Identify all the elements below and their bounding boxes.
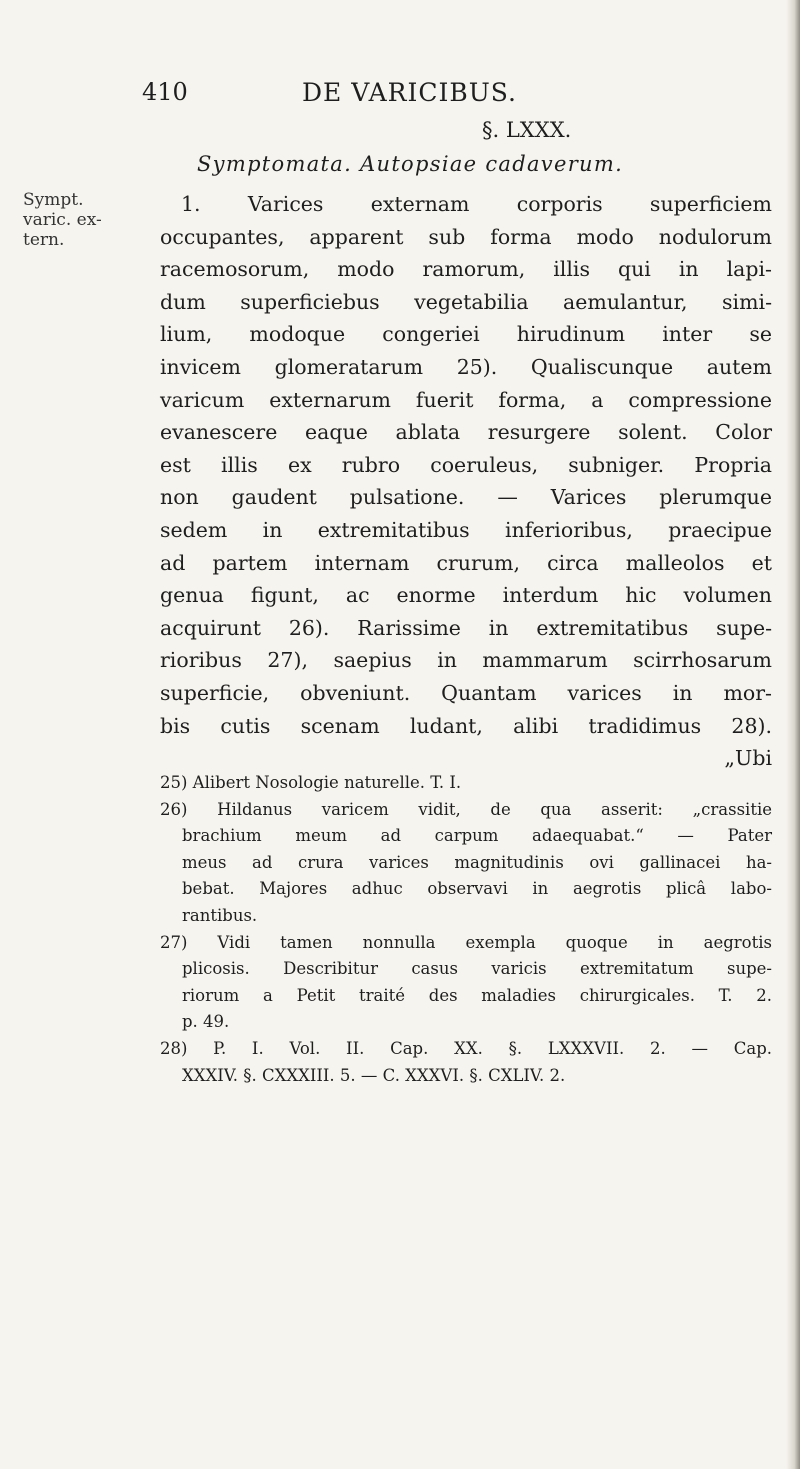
text-line: bis cutis scenam ludant, alibi tradidimus 28).: [160, 713, 772, 738]
text-line: invicem glomeratarum 25). Qualiscunque autem: [160, 354, 772, 379]
text-line: genua figunt, ac enorme interdum hic volumen: [160, 583, 772, 608]
margin-note-line: varic. ex-: [23, 210, 102, 230]
footnote-27: [160, 930, 772, 1036]
footnote-line: brachium meum ad carpum adaequabat.“ — Pater: [182, 826, 772, 846]
footnote-line: 25) Alibert Nosologie naturelle. T. I.: [160, 773, 462, 792]
footnote-line: p. 49.: [182, 1012, 230, 1032]
text-line: evanescere eaque ablata resurgere solent. Color: [160, 420, 772, 445]
footnote-line: 26) Hildanus varicem vidit, de qua asserit: „crassitie: [160, 799, 772, 819]
text-line: dum superficiebus vegetabilia aemulantur, simi-: [160, 289, 772, 314]
main-text: [160, 188, 772, 775]
text-line: non gaudent pulsatione. — Varices plerumque: [160, 485, 772, 510]
text-line: superficie, obveniunt. Quantam varices in mor-: [160, 680, 772, 705]
footnotes: [160, 770, 772, 1089]
footnote-26: [160, 797, 772, 930]
running-title: DE VARICIBUS.: [302, 78, 517, 107]
footnote-line: XXXIV. §. CXXXIII. 5. — C. XXXVI. §. CXLIV. 2.: [182, 1065, 566, 1085]
text-line: acquirunt 26). Rarissime in extremitatibus supe-: [160, 615, 772, 640]
text-line: rioribus 27), saepius in mammarum scirrhosarum: [160, 648, 772, 673]
footnote-line: rantibus.: [182, 905, 258, 925]
text-line: occupantes, apparent sub forma modo nodulorum: [160, 224, 772, 249]
footnote-line: meus ad crura varices magnitudinis ovi gallinacei ha-: [182, 852, 772, 872]
text-line: est illis ex rubro coeruleus, subniger. Propria: [160, 452, 772, 477]
text-line: 1. Varices externam corporis superficiem: [181, 192, 772, 216]
section-heading: §. LXXX.: [482, 118, 572, 142]
page-edge-shadow: [786, 0, 800, 1469]
footnote-line: 28) P. I. Vol. II. Cap. XX. §. LXXXVII. 2. — Cap.: [160, 1038, 772, 1058]
footnote-line: plicosis. Describitur casus varicis extremitatum supe-: [182, 959, 772, 979]
margin-note: [23, 190, 103, 250]
catchword: „Ubi: [724, 746, 772, 771]
section-subtitle: Symptomata. Autopsiae cadaverum.: [197, 152, 624, 176]
text-line: varicum externarum fuerit forma, a compressione: [160, 387, 772, 412]
footnote-line: bebat. Majores adhuc observavi in aegrotis plicâ labo-: [182, 879, 772, 899]
footnote-28: [160, 1036, 772, 1089]
page-header: [142, 78, 612, 112]
margin-note-line: Sympt.: [23, 190, 84, 210]
margin-note-line: tern.: [23, 230, 65, 250]
footnote-line: riorum a Petit traité des maladies chirurgicales. T. 2.: [182, 985, 772, 1005]
page-number: 410: [142, 78, 188, 106]
text-line: ad partem internam crurum, circa malleolos et: [160, 550, 772, 575]
text-line: sedem in extremitatibus inferioribus, praecipue: [160, 517, 772, 542]
footnote-line: 27) Vidi tamen nonnulla exempla quoque in aegrotis: [160, 932, 772, 952]
footnote-25: [160, 770, 772, 797]
text-line: racemosorum, modo ramorum, illis qui in lapi-: [160, 257, 772, 282]
text-line: lium, modoque congeriei hirudinum inter se: [160, 322, 772, 347]
